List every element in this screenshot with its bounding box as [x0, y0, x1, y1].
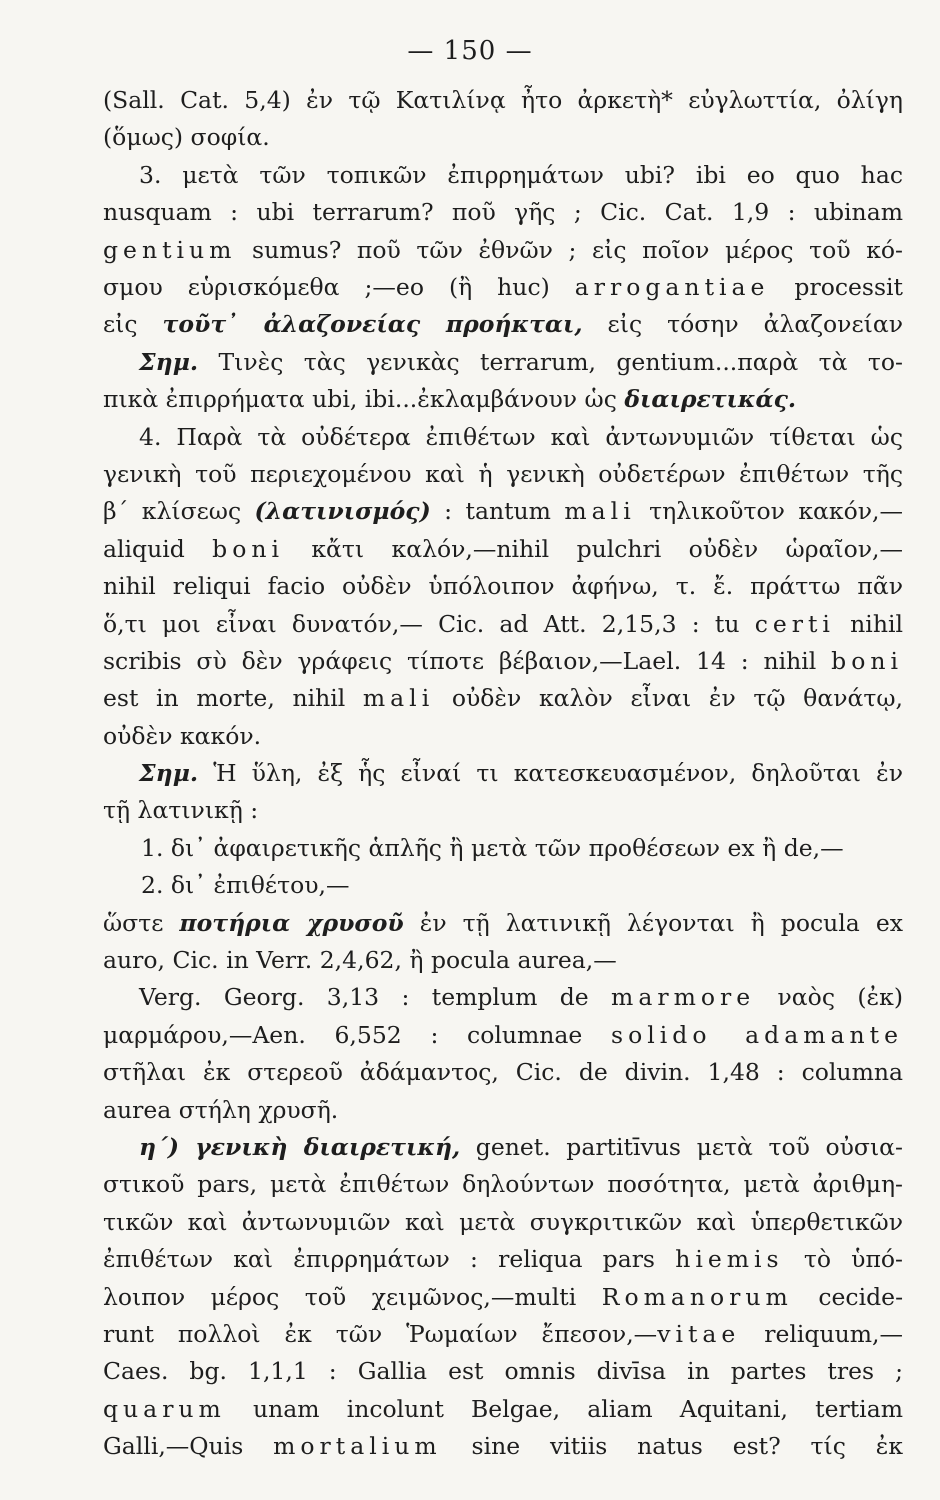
- text-line: [103, 867, 903, 904]
- text-run: sumus? ποῦ τῶν ἐθνῶν ; εἰς ποῖον μέρος τοῦ κό-: [236, 235, 903, 264]
- text-line: [103, 568, 903, 605]
- text-run: τηλικοῦτον κακόν,—: [635, 497, 903, 526]
- spaced-text: mali: [564, 497, 636, 526]
- text-line: [103, 194, 903, 231]
- text-run: οὐδὲν καλὸν εἶναι ἐν τῷ θανάτῳ,: [434, 684, 903, 713]
- spaced-text: mortalium: [273, 1432, 442, 1461]
- text-run: aliquid: [103, 534, 213, 563]
- text-run: nihil: [834, 609, 903, 638]
- text-line: [103, 456, 903, 493]
- text-run: στῆλαι ἐκ στερεοῦ ἀδάμαντος, Cic. de divin. 1,48 : columna: [103, 1058, 903, 1087]
- text-line: [103, 942, 903, 979]
- text-run: auro, Cic. in Verr. 2,4,62, ἢ pocula aurea,—: [103, 946, 617, 975]
- text-line: [103, 643, 903, 680]
- text-line: [103, 979, 903, 1016]
- text-run: β´ κλίσεως: [103, 497, 255, 526]
- text-run: Galli,—Quis: [103, 1432, 274, 1461]
- text-run: 3. μετὰ τῶν τοπικῶν ἐπιρρημάτων ubi? ibi eo quo hac: [139, 160, 903, 189]
- spaced-text: gentium: [103, 235, 237, 264]
- text-run: τῇ λατινικῇ :: [103, 796, 259, 825]
- text-run: (Sall. Cat. 5,4) ἐν τῷ Κατιλίνᾳ ἦτο ἀρκετὴ* εὐγλωττία, ὀλίγη: [103, 86, 903, 114]
- text-line: [103, 680, 903, 717]
- text-run: ἐν τῇ λατινικῇ λέγονται ἢ pocula ex: [403, 908, 903, 937]
- text-run: Verg. Georg. 3,13 : templum de: [139, 983, 612, 1012]
- text-line: [103, 306, 903, 343]
- text-run: genet. partitīvus μετὰ τοῦ οὐσια-: [460, 1133, 903, 1162]
- spaced-text: mali: [362, 684, 435, 713]
- text-run: processit: [769, 272, 903, 301]
- text-line: [103, 1054, 903, 1091]
- text-run: γενικὴ τοῦ περιεχομένου καὶ ἡ γενικὴ οὐδετέρων ἐπιθέτων τῆς: [103, 459, 903, 488]
- text-run: 1. δι᾽ ἀφαιρετικῆς ἁπλῆς ἢ μετὰ τῶν προθέσεων ex ἢ de,—: [141, 833, 844, 862]
- text-line: [103, 1241, 903, 1278]
- text-run: aurea στήλη χρυσῆ.: [103, 1095, 339, 1124]
- text-run: Caes. bg. 1,1,1 : Gallia est omnis divīsa in partes tres ;: [103, 1357, 903, 1386]
- text-line: [103, 1428, 903, 1465]
- text-line: [103, 381, 903, 418]
- emphasized-text: τοῦτ᾽ ἀλαζονείας προήκται,: [162, 310, 583, 339]
- text-line: [103, 531, 903, 568]
- text-run: nusquam : ubi terrarum? ποῦ γῆς ; Cic. Cat. 1,9 : ubinam: [103, 198, 903, 227]
- text-line: [103, 232, 903, 269]
- text-line: [103, 755, 903, 792]
- text-run: reliquum,—: [740, 1320, 903, 1349]
- text-line: [103, 344, 903, 381]
- text-run: ὅ,τι μοι εἶναι δυνατόν,— Cic. ad Att. 2,15,3 : tu: [103, 609, 755, 638]
- page-number: — 150 —: [407, 36, 533, 66]
- emphasized-text: η´) γενικὴ διαιρετική,: [139, 1133, 461, 1162]
- text-run: κἄτι καλόν,—nihil pulchri οὐδὲν ὡραῖον,—: [284, 534, 903, 563]
- text-run: ναὸς (ἐκ): [755, 983, 903, 1012]
- emphasized-text: (λατινισμός): [254, 497, 431, 526]
- spaced-text: marmore: [611, 983, 756, 1012]
- emphasized-text: διαιρετικάς.: [624, 385, 797, 414]
- text-run: εἰς τόσην ἀλαζονείαν: [607, 310, 903, 339]
- text-run: τὸ ὑπό-: [783, 1245, 903, 1274]
- text-line: [103, 1353, 903, 1390]
- text-run: nihil reliqui facio οὐδὲν ὑπόλοιπον ἀφήνω, τ. ἔ. πράττω πᾶν: [103, 572, 903, 601]
- text-run: (ὅμως) σοφία.: [103, 123, 270, 152]
- spaced-text: vitae: [657, 1320, 741, 1349]
- text-line: [103, 419, 903, 456]
- text-line: [103, 792, 903, 829]
- text-run: εἰς: [103, 310, 163, 339]
- text-run: τικῶν καὶ ἀντωνυμιῶν καὶ μετὰ συγκριτικῶν καὶ ὑπερθετικῶν: [103, 1207, 903, 1236]
- text-line: [103, 606, 903, 643]
- text-line: [103, 1166, 903, 1203]
- text-run: οὐδὲν κακόν.: [103, 721, 262, 750]
- text-run: σμου εὑρισκόμεθα ;—eo (ἢ huc): [103, 272, 575, 301]
- body-text: [103, 82, 903, 1466]
- text-line: [103, 269, 903, 306]
- text-run: runt πολλοὶ ἐκ τῶν Ῥωμαίων ἔπεσον,—: [103, 1320, 658, 1349]
- text-run: πικὰ ἐπιρρήματα ubi, ibi...ἐκλαμβάνουν ὡς: [103, 385, 625, 414]
- emphasized-text: Σημ.: [139, 759, 199, 788]
- spaced-text: solido adamante: [611, 1020, 903, 1049]
- text-line: [103, 718, 903, 755]
- text-run: στικοῦ pars, μετὰ ἐπιθέτων δηλούντων ποσότητα, μετὰ ἀριθμη-: [103, 1170, 903, 1199]
- spaced-text: Romanorum: [601, 1282, 793, 1311]
- text-run: scribis σὺ δὲν γράφεις τίποτε βέβαιον,—Lael. 14 : nihil: [103, 646, 832, 675]
- text-run: μαρμάρου,—Aen. 6,552 : columnae: [103, 1020, 612, 1049]
- text-line: [103, 1316, 903, 1353]
- text-line: [103, 1017, 903, 1054]
- spaced-text: arrogantiae: [574, 272, 770, 301]
- text-run: unam incolunt Belgae, aliam Aquitani, tertiam: [225, 1394, 903, 1423]
- text-line: [103, 905, 903, 942]
- spaced-text: boni: [212, 534, 284, 563]
- text-line: [103, 1204, 903, 1241]
- text-run: λοιπον μέρος τοῦ χειμῶνος,—multi: [103, 1282, 602, 1311]
- text-run: Ἡ ὕλη, ἐξ ἧς εἶναί τι κατεσκευασμένον, δηλοῦται ἐν: [198, 759, 903, 788]
- text-run: ἐπιθέτων καὶ ἐπιρρημάτων : reliqua pars: [103, 1245, 676, 1274]
- text-line: [103, 1279, 903, 1316]
- text-run: 2. δι᾽ ἐπιθέτου,—: [141, 871, 350, 900]
- text-line: [103, 119, 903, 156]
- spaced-text: boni: [831, 646, 903, 675]
- text-line: [103, 1129, 903, 1166]
- text-run: sine vitiis natus est? τίς ἐκ: [441, 1432, 903, 1461]
- text-run: 4. Παρὰ τὰ οὐδέτερα ἐπιθέτων καὶ ἀντωνυμιῶν τίθεται ὡς: [139, 422, 903, 451]
- text-line: [103, 1092, 903, 1129]
- text-line: [103, 82, 903, 119]
- text-run: est in morte, nihil: [103, 684, 363, 713]
- emphasized-text: Σημ.: [139, 347, 199, 376]
- spaced-text: quarum: [103, 1394, 226, 1423]
- text-line: [103, 830, 903, 867]
- text-run: : tantum: [430, 497, 565, 526]
- text-line: [103, 157, 903, 194]
- text-run: Τινὲς τὰς γενικὰς terrarum, gentium...παρὰ τὰ το-: [198, 347, 903, 376]
- spaced-text: certi: [754, 609, 835, 638]
- text-run: cecide-: [792, 1282, 903, 1311]
- text-line: [103, 493, 903, 530]
- spaced-text: hiemis: [675, 1245, 784, 1274]
- text-run: ὥστε: [103, 908, 180, 937]
- text-line: [103, 1391, 903, 1428]
- emphasized-text: ποτήρια χρυσοῦ: [179, 908, 404, 937]
